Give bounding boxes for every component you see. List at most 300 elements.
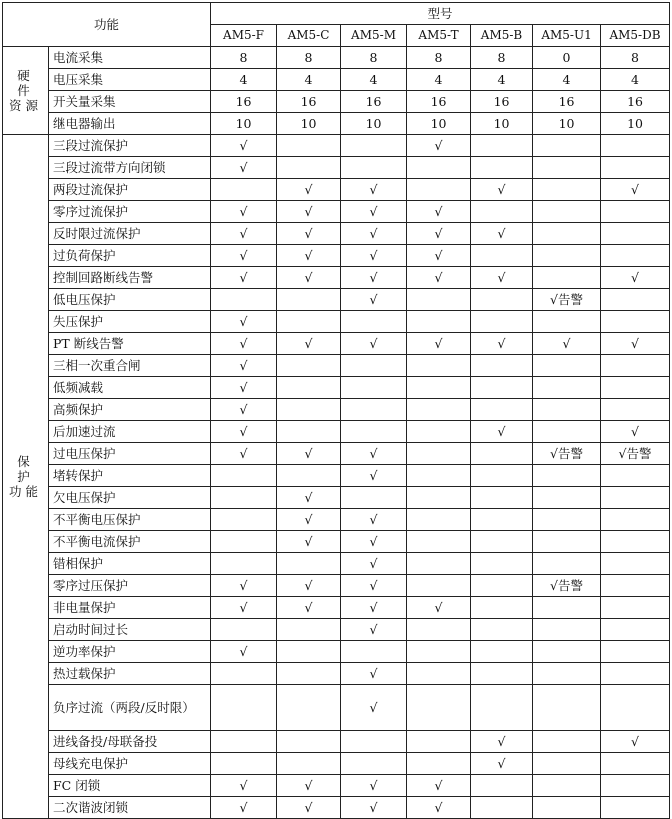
value-cell: √ xyxy=(601,333,670,355)
value-cell xyxy=(533,223,601,245)
function-name-cell: 三段过流保护 xyxy=(49,135,211,157)
value-cell: √ xyxy=(407,201,471,223)
value-cell xyxy=(471,619,533,641)
value-cell: √ xyxy=(471,333,533,355)
value-cell: 16 xyxy=(407,91,471,113)
value-cell: √ xyxy=(277,797,341,819)
value-cell: 8 xyxy=(471,47,533,69)
value-cell: √ xyxy=(341,333,407,355)
value-cell: √ xyxy=(211,421,277,443)
value-cell xyxy=(211,179,277,201)
value-cell xyxy=(601,685,670,731)
value-cell: √ xyxy=(341,179,407,201)
value-cell: √ xyxy=(277,267,341,289)
model-column-header: AM5-B xyxy=(471,25,533,47)
function-name-cell: 不平衡电流保护 xyxy=(49,531,211,553)
function-name-cell: 反时限过流保护 xyxy=(49,223,211,245)
value-cell xyxy=(533,487,601,509)
value-cell xyxy=(341,753,407,775)
value-cell xyxy=(341,377,407,399)
value-cell: √ xyxy=(211,641,277,663)
value-cell xyxy=(407,443,471,465)
value-cell: 0 xyxy=(533,47,601,69)
value-cell: √ xyxy=(211,399,277,421)
value-cell xyxy=(407,377,471,399)
model-column-header: AM5-T xyxy=(407,25,471,47)
function-name-cell: 电流采集 xyxy=(49,47,211,69)
value-cell: √ xyxy=(471,267,533,289)
value-cell xyxy=(533,531,601,553)
value-cell: √ xyxy=(341,465,407,487)
value-cell xyxy=(277,421,341,443)
value-cell xyxy=(533,619,601,641)
value-cell: 16 xyxy=(341,91,407,113)
value-cell xyxy=(601,465,670,487)
table-row xyxy=(3,641,670,663)
value-cell xyxy=(533,157,601,179)
table-row xyxy=(3,113,670,135)
function-name-cell: 欠电压保护 xyxy=(49,487,211,509)
value-cell: √ xyxy=(211,245,277,267)
table-row xyxy=(3,289,670,311)
value-cell xyxy=(277,753,341,775)
value-cell xyxy=(471,465,533,487)
value-cell xyxy=(533,421,601,443)
value-cell xyxy=(211,487,277,509)
value-cell: √ xyxy=(341,553,407,575)
value-cell xyxy=(471,311,533,333)
table-row xyxy=(3,179,670,201)
value-cell: √ xyxy=(341,267,407,289)
value-cell xyxy=(211,531,277,553)
table-row xyxy=(3,333,670,355)
value-cell xyxy=(601,753,670,775)
value-cell xyxy=(341,135,407,157)
table-row xyxy=(3,223,670,245)
value-cell: 8 xyxy=(277,47,341,69)
value-cell: √ xyxy=(211,223,277,245)
value-cell: √ xyxy=(211,775,277,797)
value-cell xyxy=(407,531,471,553)
value-cell: √ xyxy=(277,509,341,531)
table-row xyxy=(3,157,670,179)
function-name-cell: 不平衡电压保护 xyxy=(49,509,211,531)
table-row xyxy=(3,443,670,465)
value-cell xyxy=(407,311,471,333)
value-cell xyxy=(533,311,601,333)
value-cell: √ xyxy=(341,797,407,819)
value-cell xyxy=(601,597,670,619)
value-cell: 10 xyxy=(471,113,533,135)
value-cell xyxy=(601,509,670,531)
value-cell xyxy=(471,399,533,421)
value-cell: 8 xyxy=(211,47,277,69)
group-label: 硬 件 资源 xyxy=(3,47,49,135)
value-cell xyxy=(471,575,533,597)
spec-document xyxy=(2,2,669,815)
value-cell xyxy=(533,245,601,267)
function-name-cell: 二次谐波闭锁 xyxy=(49,797,211,819)
table-row xyxy=(3,775,670,797)
value-cell xyxy=(211,731,277,753)
value-cell xyxy=(471,531,533,553)
value-cell: 16 xyxy=(533,91,601,113)
table-row xyxy=(3,553,670,575)
value-cell: √ xyxy=(211,575,277,597)
value-cell xyxy=(407,509,471,531)
value-cell: √ xyxy=(341,509,407,531)
value-cell xyxy=(533,465,601,487)
value-cell: 10 xyxy=(341,113,407,135)
header-row-1 xyxy=(3,3,670,25)
function-name-cell: 错相保护 xyxy=(49,553,211,575)
model-column-header: AM5-U1 xyxy=(533,25,601,47)
value-cell: √ xyxy=(211,333,277,355)
value-cell: √ xyxy=(407,333,471,355)
value-cell: √ xyxy=(277,179,341,201)
value-cell: √ xyxy=(341,443,407,465)
function-name-cell: 开关量采集 xyxy=(49,91,211,113)
value-cell: √ xyxy=(407,597,471,619)
value-cell xyxy=(533,597,601,619)
table-row xyxy=(3,91,670,113)
value-cell xyxy=(533,399,601,421)
value-cell: √ xyxy=(601,731,670,753)
value-cell xyxy=(533,685,601,731)
value-cell xyxy=(533,663,601,685)
value-cell xyxy=(471,377,533,399)
value-cell xyxy=(471,245,533,267)
function-name-cell: 进线备投/母联备投 xyxy=(49,731,211,753)
value-cell xyxy=(533,641,601,663)
value-cell: √ xyxy=(601,421,670,443)
value-cell xyxy=(277,641,341,663)
value-cell: √ xyxy=(211,597,277,619)
value-cell xyxy=(211,663,277,685)
value-cell xyxy=(277,355,341,377)
function-name-cell: 低电压保护 xyxy=(49,289,211,311)
value-cell: √ xyxy=(407,775,471,797)
value-cell: √ xyxy=(277,443,341,465)
value-cell: √ xyxy=(277,333,341,355)
value-cell: 4 xyxy=(601,69,670,91)
function-name-cell: 失压保护 xyxy=(49,311,211,333)
value-cell: √告警 xyxy=(533,289,601,311)
model-column-header: AM5-C xyxy=(277,25,341,47)
value-cell: √ xyxy=(471,421,533,443)
function-name-cell: 电压采集 xyxy=(49,69,211,91)
value-cell: √ xyxy=(341,597,407,619)
value-cell: √ xyxy=(211,157,277,179)
value-cell xyxy=(407,575,471,597)
value-cell xyxy=(601,223,670,245)
value-cell xyxy=(407,399,471,421)
value-cell xyxy=(407,685,471,731)
table-row xyxy=(3,311,670,333)
value-cell xyxy=(407,731,471,753)
value-cell xyxy=(277,685,341,731)
value-cell xyxy=(533,201,601,223)
table-row xyxy=(3,465,670,487)
table-row xyxy=(3,47,670,69)
value-cell xyxy=(601,553,670,575)
value-cell xyxy=(341,311,407,333)
function-name-cell: 两段过流保护 xyxy=(49,179,211,201)
value-cell: 4 xyxy=(407,69,471,91)
value-cell xyxy=(471,355,533,377)
value-cell xyxy=(601,201,670,223)
value-cell: √ xyxy=(341,685,407,731)
value-cell: √ xyxy=(471,179,533,201)
function-name-cell: 母线充电保护 xyxy=(49,753,211,775)
value-cell xyxy=(407,641,471,663)
value-cell: √ xyxy=(601,179,670,201)
value-cell: √ xyxy=(277,245,341,267)
value-cell xyxy=(407,421,471,443)
value-cell: 16 xyxy=(601,91,670,113)
model-column-header: AM5-F xyxy=(211,25,277,47)
value-cell: √ xyxy=(601,267,670,289)
value-cell xyxy=(211,619,277,641)
value-cell: 10 xyxy=(601,113,670,135)
value-cell: 8 xyxy=(407,47,471,69)
value-cell: √ xyxy=(407,223,471,245)
function-name-cell: PT 断线告警 xyxy=(49,333,211,355)
value-cell: √ xyxy=(407,797,471,819)
table-row xyxy=(3,421,670,443)
value-cell: 16 xyxy=(211,91,277,113)
value-cell: √ xyxy=(211,311,277,333)
value-cell: √ xyxy=(471,223,533,245)
value-cell: 4 xyxy=(277,69,341,91)
value-cell: 8 xyxy=(601,47,670,69)
function-name-cell: 控制回路断线告警 xyxy=(49,267,211,289)
value-cell xyxy=(341,355,407,377)
value-cell: √ xyxy=(341,289,407,311)
value-cell: 10 xyxy=(211,113,277,135)
value-cell: 4 xyxy=(533,69,601,91)
value-cell xyxy=(533,775,601,797)
function-name-cell: 非电量保护 xyxy=(49,597,211,619)
value-cell xyxy=(471,443,533,465)
value-cell xyxy=(601,797,670,819)
value-cell xyxy=(471,597,533,619)
value-cell xyxy=(471,509,533,531)
function-name-cell: 三段过流带方向闭锁 xyxy=(49,157,211,179)
value-cell: √ xyxy=(211,267,277,289)
value-cell: 4 xyxy=(211,69,277,91)
value-cell xyxy=(601,487,670,509)
function-name-cell: 负序过流（两段/反时限） xyxy=(49,685,211,731)
value-cell xyxy=(471,289,533,311)
value-cell xyxy=(407,487,471,509)
value-cell xyxy=(341,641,407,663)
value-cell xyxy=(533,553,601,575)
value-cell xyxy=(471,553,533,575)
value-cell xyxy=(601,377,670,399)
value-cell: √ xyxy=(341,531,407,553)
value-cell: √ xyxy=(277,597,341,619)
value-cell xyxy=(601,157,670,179)
value-cell xyxy=(277,553,341,575)
value-cell xyxy=(471,775,533,797)
value-cell xyxy=(277,157,341,179)
model-column-header: AM5-DB xyxy=(601,25,670,47)
value-cell: √ xyxy=(471,731,533,753)
value-cell xyxy=(341,731,407,753)
value-cell xyxy=(407,553,471,575)
value-cell: √ xyxy=(533,333,601,355)
value-cell: 4 xyxy=(471,69,533,91)
table-row xyxy=(3,797,670,819)
value-cell xyxy=(471,685,533,731)
value-cell xyxy=(407,355,471,377)
value-cell: 4 xyxy=(341,69,407,91)
value-cell: √告警 xyxy=(533,443,601,465)
function-name-cell: 启动时间过长 xyxy=(49,619,211,641)
value-cell xyxy=(277,619,341,641)
table-row xyxy=(3,355,670,377)
value-cell xyxy=(471,797,533,819)
value-cell xyxy=(277,465,341,487)
value-cell xyxy=(471,641,533,663)
function-name-cell: 逆功率保护 xyxy=(49,641,211,663)
value-cell xyxy=(407,179,471,201)
value-cell xyxy=(277,377,341,399)
value-cell: √ xyxy=(277,223,341,245)
value-cell xyxy=(601,135,670,157)
function-name-cell: 三相一次重合闸 xyxy=(49,355,211,377)
table-row xyxy=(3,663,670,685)
value-cell: √ xyxy=(277,487,341,509)
function-name-cell: 过负荷保护 xyxy=(49,245,211,267)
value-cell xyxy=(211,509,277,531)
value-cell: √ xyxy=(341,663,407,685)
table-row xyxy=(3,575,670,597)
function-name-cell: FC 闭锁 xyxy=(49,775,211,797)
value-cell xyxy=(601,575,670,597)
model-header: 型号 xyxy=(211,3,670,25)
table-row xyxy=(3,245,670,267)
value-cell xyxy=(601,531,670,553)
value-cell xyxy=(341,399,407,421)
value-cell: √ xyxy=(211,135,277,157)
value-cell xyxy=(533,267,601,289)
table-row xyxy=(3,597,670,619)
function-model-table xyxy=(2,2,670,819)
value-cell: √ xyxy=(277,531,341,553)
value-cell: √ xyxy=(277,575,341,597)
value-cell xyxy=(407,663,471,685)
model-column-header: AM5-M xyxy=(341,25,407,47)
value-cell: √ xyxy=(211,377,277,399)
value-cell xyxy=(407,465,471,487)
value-cell xyxy=(601,245,670,267)
value-cell xyxy=(533,355,601,377)
function-name-cell: 继电器输出 xyxy=(49,113,211,135)
function-name-cell: 零序过流保护 xyxy=(49,201,211,223)
value-cell: √ xyxy=(341,223,407,245)
value-cell xyxy=(341,487,407,509)
value-cell xyxy=(341,157,407,179)
value-cell xyxy=(533,797,601,819)
value-cell xyxy=(277,311,341,333)
value-cell: √ xyxy=(407,267,471,289)
value-cell: √ xyxy=(407,245,471,267)
value-cell xyxy=(471,157,533,179)
value-cell: 16 xyxy=(471,91,533,113)
value-cell: 16 xyxy=(277,91,341,113)
table-row xyxy=(3,69,670,91)
value-cell: √ xyxy=(277,201,341,223)
value-cell xyxy=(533,179,601,201)
value-cell xyxy=(471,487,533,509)
function-name-cell: 高频保护 xyxy=(49,399,211,421)
value-cell: √ xyxy=(341,575,407,597)
value-cell: √ xyxy=(211,797,277,819)
table-row xyxy=(3,135,670,157)
value-cell xyxy=(277,663,341,685)
value-cell: 8 xyxy=(341,47,407,69)
value-cell: √ xyxy=(341,619,407,641)
value-cell xyxy=(341,421,407,443)
function-name-cell: 低频减载 xyxy=(49,377,211,399)
group-label: 保 护 功能 xyxy=(3,135,49,819)
value-cell: √告警 xyxy=(601,443,670,465)
value-cell xyxy=(211,553,277,575)
value-cell xyxy=(211,753,277,775)
table-row xyxy=(3,731,670,753)
table-row xyxy=(3,399,670,421)
value-cell xyxy=(277,731,341,753)
value-cell: √ xyxy=(211,355,277,377)
value-cell xyxy=(601,641,670,663)
value-cell: √ xyxy=(211,443,277,465)
value-cell xyxy=(277,399,341,421)
value-cell: √ xyxy=(471,753,533,775)
value-cell xyxy=(277,289,341,311)
function-name-cell: 过电压保护 xyxy=(49,443,211,465)
function-name-cell: 零序过压保护 xyxy=(49,575,211,597)
value-cell xyxy=(211,289,277,311)
value-cell xyxy=(533,509,601,531)
value-cell xyxy=(601,775,670,797)
value-cell: √ xyxy=(341,201,407,223)
value-cell: √ xyxy=(341,775,407,797)
table-row xyxy=(3,377,670,399)
value-cell: √ xyxy=(341,245,407,267)
value-cell xyxy=(211,685,277,731)
value-cell: 10 xyxy=(533,113,601,135)
value-cell xyxy=(471,663,533,685)
value-cell: √ xyxy=(211,201,277,223)
table-row xyxy=(3,509,670,531)
value-cell xyxy=(601,619,670,641)
table-row xyxy=(3,619,670,641)
value-cell xyxy=(277,135,341,157)
function-name-cell: 堵转保护 xyxy=(49,465,211,487)
value-cell xyxy=(407,619,471,641)
value-cell xyxy=(407,157,471,179)
function-name-cell: 热过载保护 xyxy=(49,663,211,685)
value-cell: √ xyxy=(407,135,471,157)
table-row xyxy=(3,531,670,553)
value-cell xyxy=(211,465,277,487)
table-row xyxy=(3,685,670,731)
table-row xyxy=(3,267,670,289)
value-cell xyxy=(471,201,533,223)
value-cell: √告警 xyxy=(533,575,601,597)
